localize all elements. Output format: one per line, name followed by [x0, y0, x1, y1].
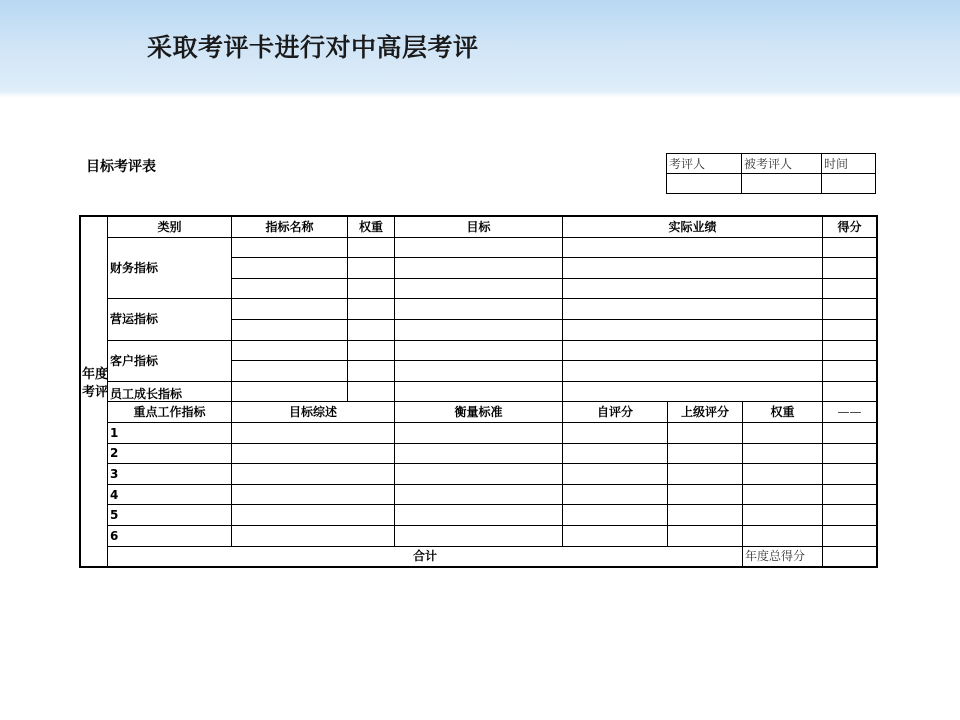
cell[interactable] — [348, 278, 395, 299]
cell[interactable] — [232, 258, 348, 279]
cell[interactable] — [232, 464, 395, 485]
row-number: 6 — [108, 525, 232, 546]
cell[interactable] — [743, 464, 823, 485]
cell[interactable] — [348, 361, 395, 382]
cell[interactable] — [668, 505, 743, 526]
cell[interactable] — [563, 258, 823, 279]
cell[interactable] — [823, 422, 877, 443]
title-banner — [0, 0, 960, 97]
cell[interactable] — [563, 237, 823, 258]
cell[interactable] — [743, 422, 823, 443]
header-key-work: 重点工作指标 — [108, 402, 232, 423]
evaluation-table — [80, 216, 877, 567]
category-finance: 财务指标 — [108, 237, 232, 299]
reviewee-label: 被考评人 — [742, 154, 822, 174]
cell[interactable] — [823, 340, 877, 361]
cell[interactable] — [395, 319, 563, 340]
cell[interactable] — [668, 464, 743, 485]
cell[interactable] — [348, 299, 395, 320]
annual-total-label: 年度总得分 — [743, 546, 823, 567]
cell[interactable] — [395, 278, 563, 299]
cell[interactable] — [823, 443, 877, 464]
reviewer-label: 考评人 — [667, 154, 742, 174]
cell[interactable] — [232, 278, 348, 299]
cell[interactable] — [395, 237, 563, 258]
annual-total-field[interactable] — [823, 546, 877, 567]
header-target: 目标 — [395, 217, 563, 238]
category-operation: 营运指标 — [108, 299, 232, 340]
header-category: 类别 — [108, 217, 232, 238]
cell[interactable] — [395, 299, 563, 320]
header-superior-score: 上级评分 — [668, 402, 743, 423]
cell[interactable] — [395, 340, 563, 361]
cell[interactable] — [232, 505, 395, 526]
side-label: 年度考评 — [82, 367, 109, 400]
cell[interactable] — [395, 258, 563, 279]
cell[interactable] — [563, 361, 823, 382]
cell[interactable] — [395, 422, 563, 443]
header-overview: 目标综述 — [232, 402, 395, 423]
cell[interactable] — [823, 361, 877, 382]
document-title: 目标考评表 — [86, 159, 156, 175]
cell[interactable] — [743, 525, 823, 546]
cell[interactable] — [395, 361, 563, 382]
cell[interactable] — [823, 319, 877, 340]
cell[interactable] — [232, 381, 348, 402]
cell[interactable] — [823, 278, 877, 299]
cell[interactable] — [348, 258, 395, 279]
cell[interactable] — [668, 443, 743, 464]
cell[interactable] — [563, 525, 668, 546]
cell[interactable] — [232, 319, 348, 340]
header-key-weight: 权重 — [743, 402, 823, 423]
reviewer-field[interactable] — [667, 174, 742, 194]
cell[interactable] — [395, 381, 563, 402]
header-standard: 衡量标准 — [395, 402, 563, 423]
cell[interactable] — [395, 484, 563, 505]
cell[interactable] — [823, 381, 877, 402]
signature-table — [666, 153, 876, 194]
category-employee: 员工成长指标 — [108, 381, 232, 402]
cell[interactable] — [395, 443, 563, 464]
dash-cell: —— — [823, 402, 877, 423]
time-label: 时间 — [822, 154, 876, 174]
cell[interactable] — [563, 381, 823, 402]
cell[interactable] — [563, 443, 668, 464]
cell[interactable] — [823, 258, 877, 279]
cell[interactable] — [232, 484, 395, 505]
cell[interactable] — [743, 443, 823, 464]
cell[interactable] — [232, 299, 348, 320]
cell[interactable] — [743, 505, 823, 526]
cell[interactable] — [395, 525, 563, 546]
cell[interactable] — [563, 319, 823, 340]
cell[interactable] — [743, 484, 823, 505]
cell[interactable] — [823, 484, 877, 505]
cell[interactable] — [232, 237, 348, 258]
row-number: 1 — [108, 422, 232, 443]
cell[interactable] — [395, 505, 563, 526]
cell[interactable] — [563, 422, 668, 443]
cell[interactable] — [823, 237, 877, 258]
cell[interactable] — [563, 299, 823, 320]
header-indicator-name: 指标名称 — [232, 217, 348, 238]
cell[interactable] — [563, 484, 668, 505]
cell[interactable] — [668, 484, 743, 505]
cell[interactable] — [668, 422, 743, 443]
cell[interactable] — [823, 505, 877, 526]
cell[interactable] — [668, 525, 743, 546]
cell[interactable] — [563, 278, 823, 299]
cell[interactable] — [823, 525, 877, 546]
row-number: 2 — [108, 443, 232, 464]
row-number: 4 — [108, 484, 232, 505]
cell[interactable] — [395, 464, 563, 485]
reviewee-field[interactable] — [742, 174, 822, 194]
cell[interactable] — [823, 299, 877, 320]
cell[interactable] — [348, 319, 395, 340]
header-score: 得分 — [823, 217, 877, 238]
header-actual: 实际业绩 — [563, 217, 823, 238]
header-self-score: 自评分 — [563, 402, 668, 423]
cell[interactable] — [348, 340, 395, 361]
cell[interactable] — [563, 464, 668, 485]
cell[interactable] — [232, 443, 395, 464]
cell[interactable] — [232, 361, 348, 382]
time-field[interactable] — [822, 174, 876, 194]
cell[interactable] — [348, 237, 395, 258]
cell[interactable] — [232, 340, 348, 361]
cell[interactable] — [348, 381, 395, 402]
row-number: 3 — [108, 464, 232, 485]
cell[interactable] — [823, 464, 877, 485]
cell[interactable] — [563, 505, 668, 526]
cell[interactable] — [232, 525, 395, 546]
header-weight: 权重 — [348, 217, 395, 238]
slide-title: 采取考评卡进行对中高层考评 — [147, 33, 479, 62]
cell[interactable] — [563, 340, 823, 361]
category-customer: 客户指标 — [108, 340, 232, 381]
total-label: 合计 — [108, 546, 743, 567]
cell[interactable] — [232, 422, 395, 443]
row-number: 5 — [108, 505, 232, 526]
